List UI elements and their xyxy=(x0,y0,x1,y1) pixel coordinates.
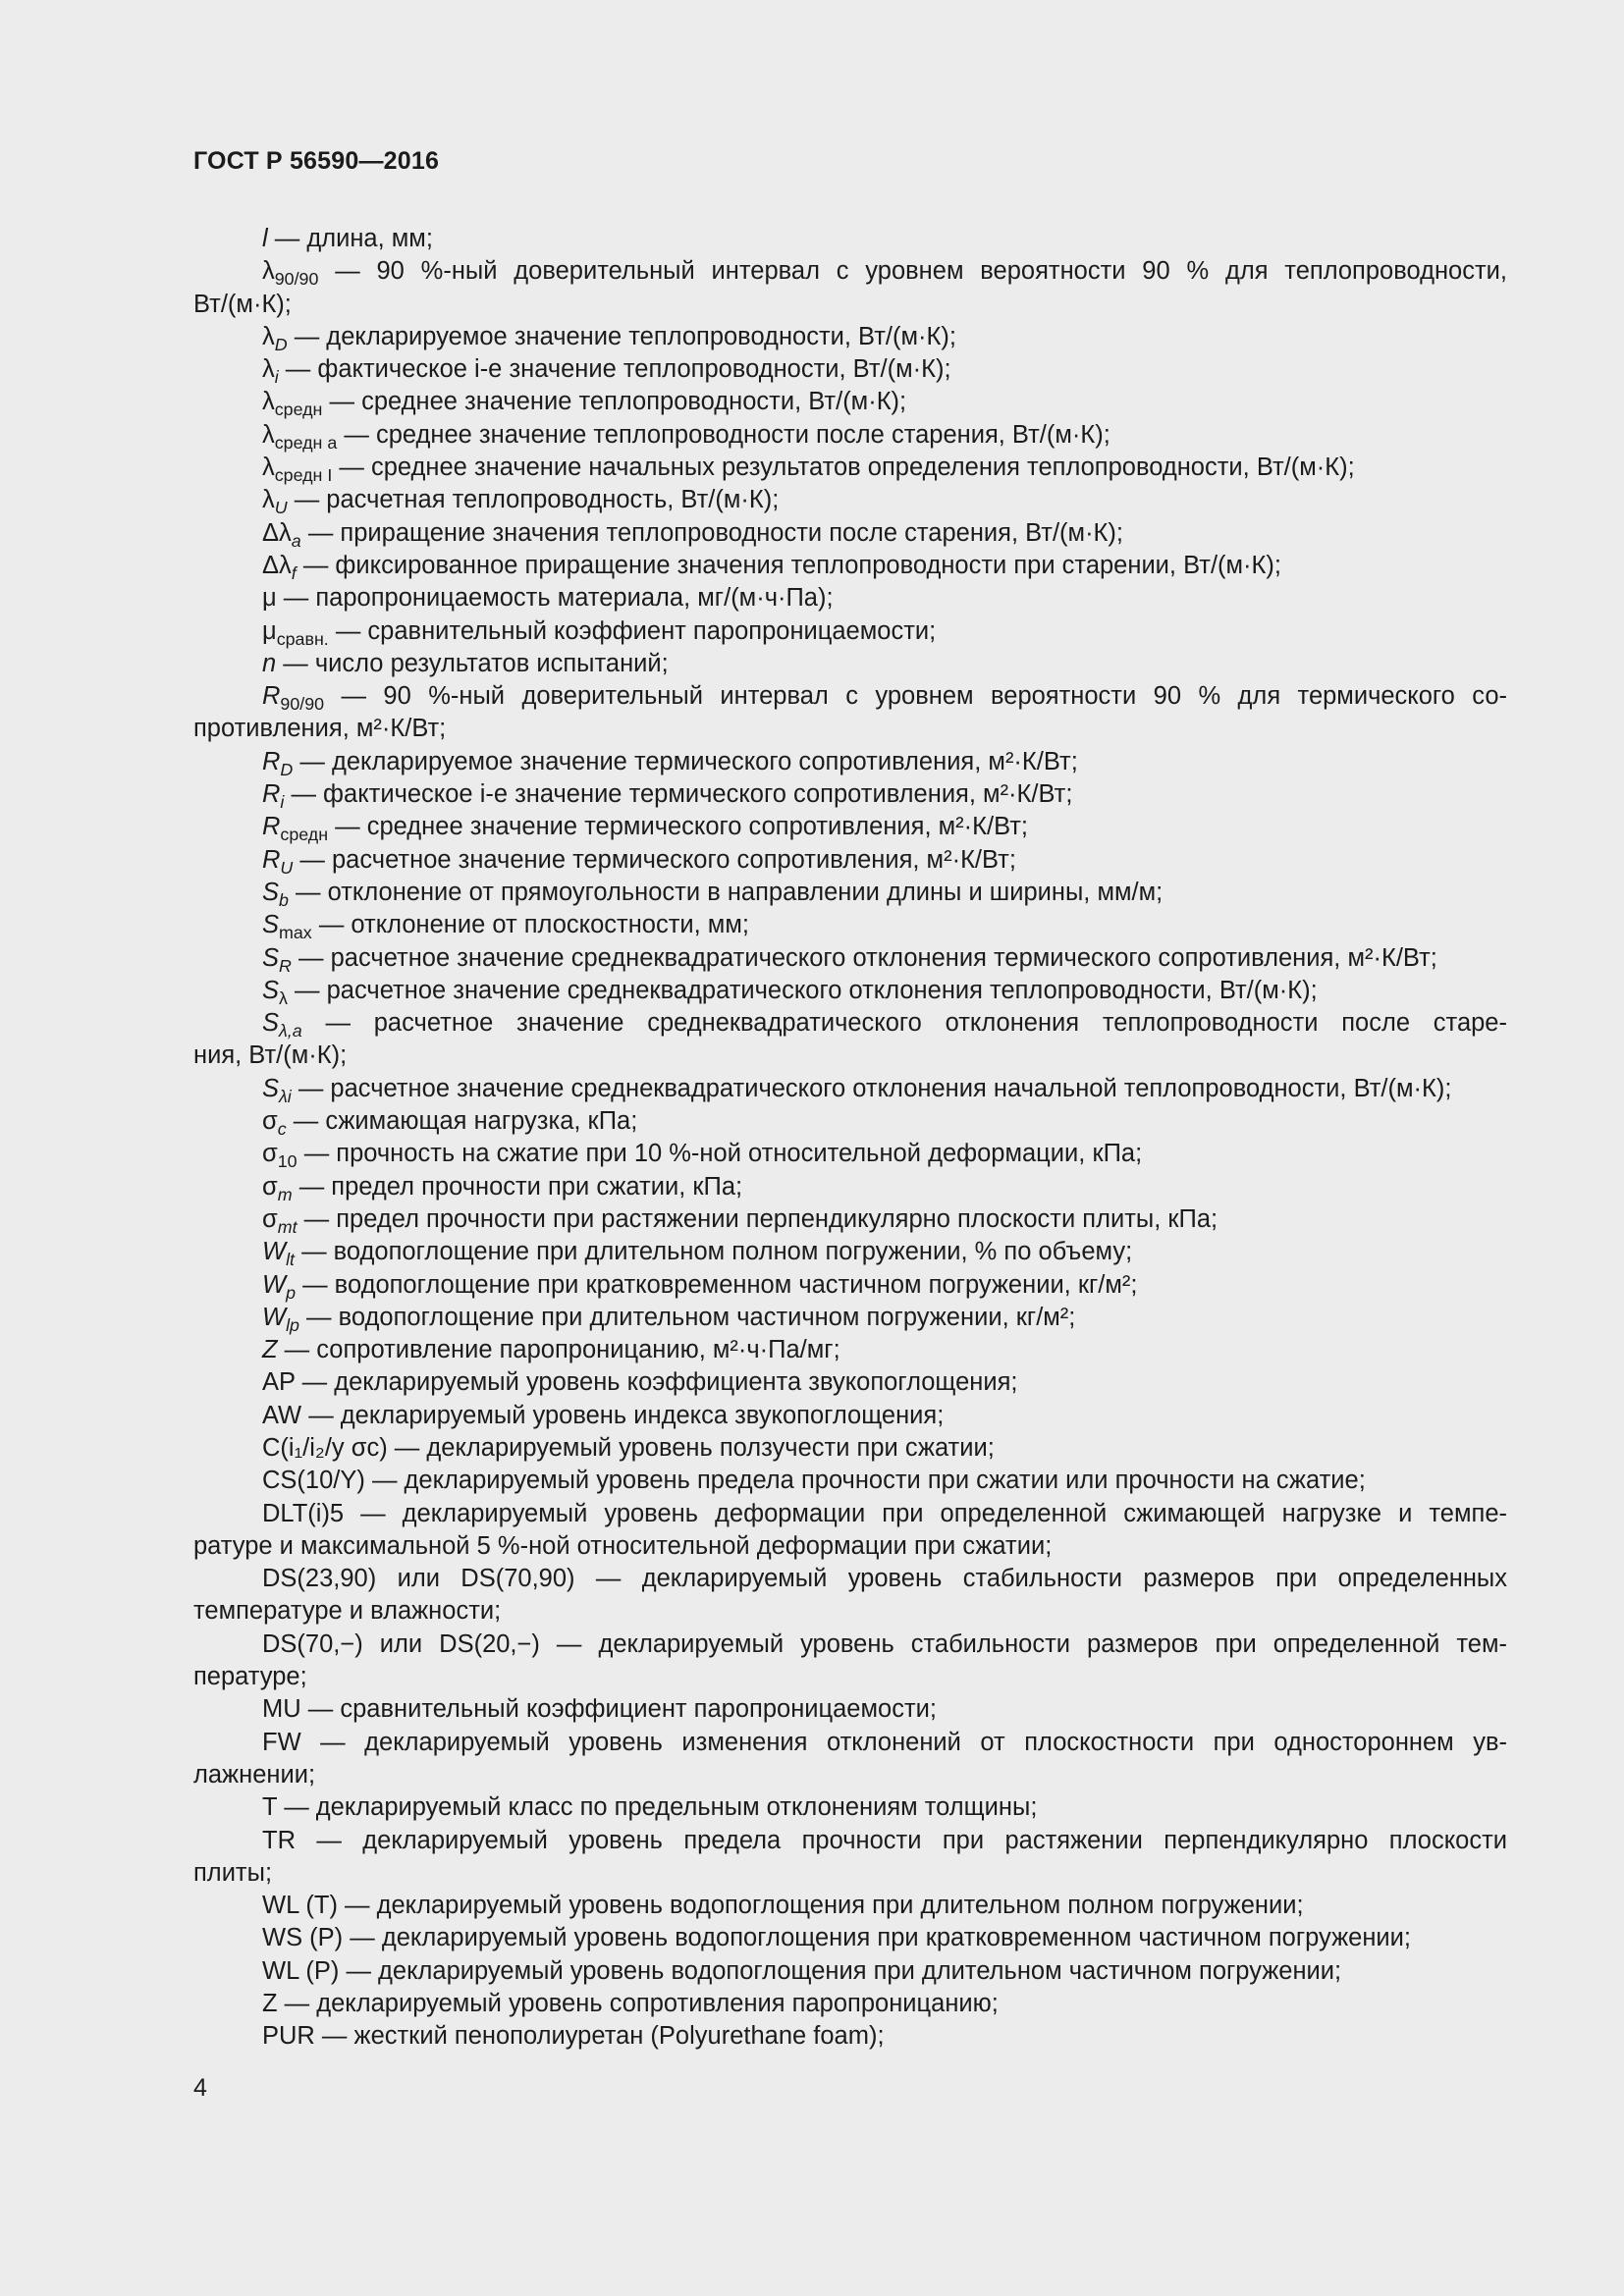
symbol-definition: — среднее значение термического сопротивления, м²·К/Вт; xyxy=(328,813,1029,841)
symbol-line xyxy=(193,1988,1507,2020)
symbol-line xyxy=(193,844,1507,877)
symbol-definition: лажнении; xyxy=(193,1760,316,1789)
symbol-definition: T — декларируемый класс по предельным отклонениям толщины; xyxy=(262,1793,1038,1822)
symbol-definition: — фактическое i-е значение теплопроводности, Вт/(м·К); xyxy=(278,355,951,384)
symbol-line xyxy=(193,942,1507,975)
symbol-line xyxy=(193,1269,1507,1302)
symbol-line xyxy=(193,1727,1507,1759)
symbol-line xyxy=(193,517,1507,550)
continuation-line xyxy=(193,1530,1507,1563)
symbol-base: σ xyxy=(262,1140,278,1168)
symbol-definition: FW — декларируемый уровень изменения отклонений от плоскостности при одностороннем ув- xyxy=(262,1728,1507,1756)
symbol-subscript: U xyxy=(274,498,288,518)
symbol-definition: температуре и влажности; xyxy=(193,1597,502,1626)
symbol-subscript: lp xyxy=(286,1315,299,1336)
symbol-definition: — отклонение от плоскостности, мм; xyxy=(311,911,749,939)
symbol-definition: — сопротивление паропроницанию, м²·ч·Па/мг; xyxy=(277,1336,840,1364)
symbol-definition: WL (T) — декларируемый уровень водопоглощения при длительном полном погружении; xyxy=(262,1892,1304,1920)
symbol-line xyxy=(193,321,1507,353)
symbol-base: R xyxy=(262,747,281,775)
symbol-line xyxy=(193,648,1507,680)
symbol-line xyxy=(193,1465,1507,1497)
symbol-base: μ xyxy=(262,616,277,645)
symbol-base: S xyxy=(262,1009,280,1038)
symbol-line xyxy=(193,1693,1507,1726)
symbol-line xyxy=(193,778,1507,811)
symbol-base: σ xyxy=(262,1172,278,1201)
symbol-line xyxy=(193,223,1507,255)
symbol-line xyxy=(193,1432,1507,1465)
symbol-line xyxy=(193,1105,1507,1138)
symbol-definition: DS(23,90) или DS(70,90) — декларируемый уровень стабильности размеров при определенных xyxy=(262,1565,1507,1593)
symbol-base: Z xyxy=(262,1336,278,1364)
symbol-subscript: сравн. xyxy=(276,628,329,649)
symbol-definition: AW — декларируемый уровень индекса звукопоглощения; xyxy=(262,1401,945,1429)
symbol-definition: — число результатов испытаний; xyxy=(276,649,669,677)
symbol-line xyxy=(193,1366,1507,1399)
symbol-definition: — приращение значения теплопроводности после старения, Вт/(м·К); xyxy=(300,518,1123,547)
continuation-line xyxy=(193,1759,1507,1791)
symbol-base: R xyxy=(262,845,281,874)
symbol-line xyxy=(193,1171,1507,1203)
document-header: ГОСТ Р 56590—2016 xyxy=(193,147,440,175)
continuation-line xyxy=(193,1857,1507,1890)
symbol-subscript: 90/90 xyxy=(280,694,325,714)
continuation-line xyxy=(193,289,1507,321)
symbol-line xyxy=(193,615,1507,648)
symbol-definition: C(i₁/i₂/y σc) — декларируемый уровень ползучести при сжатии; xyxy=(262,1433,995,1462)
symbol-base: R xyxy=(262,780,281,809)
symbol-definition: — длина, мм; xyxy=(267,225,433,252)
symbol-subscript: lt xyxy=(286,1250,295,1270)
symbol-definition: — водопоглощение при длительном частичном погружении, кг/м²; xyxy=(298,1303,1076,1331)
symbol-definition: — отклонение от прямоугольности в направлении длины и ширины, мм/м; xyxy=(288,878,1164,906)
symbol-line xyxy=(193,1498,1507,1530)
symbol-definition: — среднее значение начальных результатов определения теплопроводности, Вт/(м·К); xyxy=(332,454,1355,482)
symbol-line xyxy=(193,1138,1507,1170)
symbol-definition: — предел прочности при сжатии, кПа; xyxy=(292,1172,743,1201)
symbol-line xyxy=(193,1955,1507,1988)
symbol-definition: MU — сравнительный коэффициент паропроницаемости; xyxy=(262,1695,937,1724)
symbol-definition: WS (P) — декларируемый уровень водопоглощения при кратковременном частичном погружении; xyxy=(262,1924,1411,1952)
symbol-definition: TR — декларируемый уровень предела прочности при растяжении перпендикулярно плоскости xyxy=(262,1826,1507,1854)
symbol-line xyxy=(193,1629,1507,1661)
symbol-subscript: λ xyxy=(279,988,288,1009)
symbol-definition: DS(70,−) или DS(20,−) — декларируемый уровень стабильности размеров при определенной тем- xyxy=(262,1629,1507,1658)
symbol-line xyxy=(193,1236,1507,1268)
symbol-definition: — фиксированное приращение значения теплопроводности при старении, Вт/(м·К); xyxy=(296,551,1281,579)
symbol-base: μ xyxy=(262,584,277,613)
symbol-base: l xyxy=(262,225,268,252)
symbol-definition: — 90 %-ный доверительный интервал с уровнем вероятности 90 % для термического со- xyxy=(324,682,1507,711)
symbol-line xyxy=(193,877,1507,909)
symbol-base: W xyxy=(262,1303,287,1331)
symbol-definition: — водопоглощение при кратковременном частичном погружении, кг/м²; xyxy=(296,1270,1138,1299)
symbol-base: λ xyxy=(262,257,275,286)
symbol-definition: DLT(i)5 — декларируемый уровень деформации при определенной сжимающей нагрузке и темпе- xyxy=(262,1499,1507,1527)
symbol-subscript: max xyxy=(279,923,312,943)
symbol-definition: — водопоглощение при длительном полном погружении, % по объему; xyxy=(295,1238,1133,1266)
symbol-definition: — расчетное значение термического сопротивления, м²·К/Вт; xyxy=(293,845,1016,874)
symbols-list xyxy=(193,223,1507,2054)
symbol-line xyxy=(193,1073,1507,1105)
symbol-definition: CS(10/Y) — декларируемый уровень предела прочности при сжатии или прочности на сжатие; xyxy=(262,1467,1366,1495)
symbol-definition: ния, Вт/(м·К); xyxy=(193,1041,348,1070)
symbol-base: S xyxy=(262,943,280,972)
symbol-subscript: λ,a xyxy=(279,1021,302,1041)
symbol-definition: — расчетное значение среднеквадратического отклонения начальной теплопроводности, Вт/(м·К); xyxy=(291,1074,1452,1102)
continuation-line xyxy=(193,1040,1507,1072)
symbol-base: S xyxy=(262,1074,280,1102)
symbol-base: n xyxy=(262,649,277,677)
symbol-subscript: m xyxy=(277,1184,293,1204)
symbol-subscript: i xyxy=(274,367,279,388)
continuation-line xyxy=(193,1595,1507,1628)
symbol-definition: — декларируемое значение термического сопротивления, м²·К/Вт; xyxy=(293,747,1078,775)
symbol-line xyxy=(193,909,1507,941)
symbol-base: R xyxy=(262,813,281,841)
symbol-subscript: средн a xyxy=(274,433,338,454)
symbol-definition: — сжимающая нагрузка, кПа; xyxy=(286,1107,638,1136)
symbol-definition: — прочность на сжатие при 10 %-ной относительной деформации, кПа; xyxy=(297,1140,1143,1168)
symbol-line xyxy=(193,1334,1507,1366)
symbol-subscript: D xyxy=(280,759,294,779)
symbol-subscript: U xyxy=(280,857,294,878)
symbol-line xyxy=(193,1563,1507,1595)
symbol-line xyxy=(193,811,1507,843)
symbol-definition: — 90 %-ный доверительный интервал с уровнем вероятности 90 % для теплопроводности, xyxy=(318,257,1507,286)
symbol-subscript: 90/90 xyxy=(274,269,319,289)
symbol-subscript: 10 xyxy=(277,1151,298,1172)
continuation-line xyxy=(193,1661,1507,1693)
symbol-line xyxy=(193,452,1507,484)
symbol-definition: — предел прочности при растяжении перпендикулярно плоскости плиты, кПа; xyxy=(297,1204,1218,1233)
symbol-definition: — расчетное значение среднеквадратического отклонения теплопроводности после старе- xyxy=(301,1009,1507,1038)
symbol-line xyxy=(193,1922,1507,1954)
symbol-subscript: средн xyxy=(274,400,323,420)
symbol-base: λ xyxy=(279,518,292,547)
symbol-subscript: c xyxy=(277,1119,287,1140)
symbol-line xyxy=(193,550,1507,582)
page-number: 4 xyxy=(193,2074,207,2102)
symbol-definition: плиты; xyxy=(193,1858,273,1887)
continuation-line xyxy=(193,713,1507,745)
symbol-base: λ xyxy=(262,420,275,449)
symbol-subscript: λi xyxy=(279,1086,292,1106)
symbol-base: λ xyxy=(279,551,292,579)
symbol-definition: WL (P) — декларируемый уровень водопоглощения при длительном частичном погружении; xyxy=(262,1956,1342,1985)
symbol-line xyxy=(193,419,1507,452)
symbol-subscript: средн xyxy=(280,825,329,845)
symbol-definition: — среднее значение теплопроводности, Вт/(м·К); xyxy=(322,388,907,416)
symbol-subscript: D xyxy=(274,335,288,355)
symbol-definition: — расчетное значение среднеквадратического отклонения термического сопротивления, м²·К/Вт; xyxy=(291,943,1437,972)
symbol-line xyxy=(193,1007,1507,1040)
symbol-definition: — расчетная теплопроводность, Вт/(м·К); xyxy=(287,486,780,514)
symbol-line xyxy=(193,1890,1507,1922)
symbol-definition: AP — декларируемый уровень коэффициента звукопоглощения; xyxy=(262,1368,1018,1397)
symbol-base: σ xyxy=(262,1204,278,1233)
symbol-definition: Вт/(м·К); xyxy=(193,290,292,318)
symbol-base: λ xyxy=(262,388,275,416)
symbol-subscript: p xyxy=(286,1282,297,1303)
symbol-line xyxy=(193,484,1507,516)
symbol-subscript: a xyxy=(291,530,301,551)
symbol-definition: — среднее значение теплопроводности после старения, Вт/(м·К); xyxy=(337,420,1110,449)
symbol-line xyxy=(193,255,1507,288)
symbol-line xyxy=(193,746,1507,778)
symbol-definition: — паропроницаемость материала, мг/(м·ч·Па); xyxy=(276,584,834,613)
symbol-line xyxy=(193,386,1507,418)
symbol-line xyxy=(193,1791,1507,1824)
symbol-base: σ xyxy=(262,1107,278,1136)
symbol-definition: ратуре и максимальной 5 %-ной относительной деформации при сжатии; xyxy=(193,1531,1053,1560)
symbol-definition: Z — декларируемый уровень сопротивления паропроницанию; xyxy=(262,1990,999,2018)
symbol-line xyxy=(193,1302,1507,1334)
symbol-subscript: R xyxy=(279,955,292,976)
symbol-base: λ xyxy=(262,486,275,514)
symbol-definition: противления, м²·К/Вт; xyxy=(193,715,447,743)
symbol-definition: — сравнительный коэффиент паропроницаемости; xyxy=(328,616,937,645)
symbol-base: W xyxy=(262,1270,287,1299)
symbol-line xyxy=(193,1203,1507,1236)
symbol-base: λ xyxy=(262,355,275,384)
symbol-line xyxy=(193,2020,1507,2053)
symbol-definition: — фактическое i-е значение термического сопротивления, м²·К/Вт; xyxy=(284,780,1073,809)
symbol-prefix: Δ xyxy=(262,518,280,547)
symbol-base: W xyxy=(262,1238,287,1266)
symbol-line xyxy=(193,975,1507,1007)
symbol-line xyxy=(193,582,1507,614)
symbol-line xyxy=(193,680,1507,713)
symbol-subscript: mt xyxy=(277,1217,298,1238)
symbol-subscript: i xyxy=(280,792,285,813)
symbol-definition: пературе; xyxy=(193,1663,307,1691)
symbol-prefix: Δ xyxy=(262,551,280,579)
symbol-subscript: b xyxy=(279,890,289,911)
symbol-definition: PUR — жесткий пенополиуретан (Polyurethane foam); xyxy=(262,2022,885,2051)
symbol-base: λ xyxy=(262,454,275,482)
symbol-line xyxy=(193,1400,1507,1432)
symbol-base: S xyxy=(262,911,280,939)
symbol-base: S xyxy=(262,878,280,906)
symbol-subscript: f xyxy=(291,563,297,584)
symbol-definition: — расчетное значение среднеквадратического отклонения теплопроводности, Вт/(м·К); xyxy=(287,976,1318,1004)
symbol-line xyxy=(193,353,1507,386)
symbol-subscript: средн I xyxy=(274,465,333,486)
symbol-base: R xyxy=(262,682,281,711)
symbol-base: λ xyxy=(262,322,275,350)
symbol-line xyxy=(193,1825,1507,1857)
symbol-base: S xyxy=(262,976,280,1004)
symbol-definition: — декларируемое значение теплопроводности, Вт/(м·К); xyxy=(287,322,956,350)
